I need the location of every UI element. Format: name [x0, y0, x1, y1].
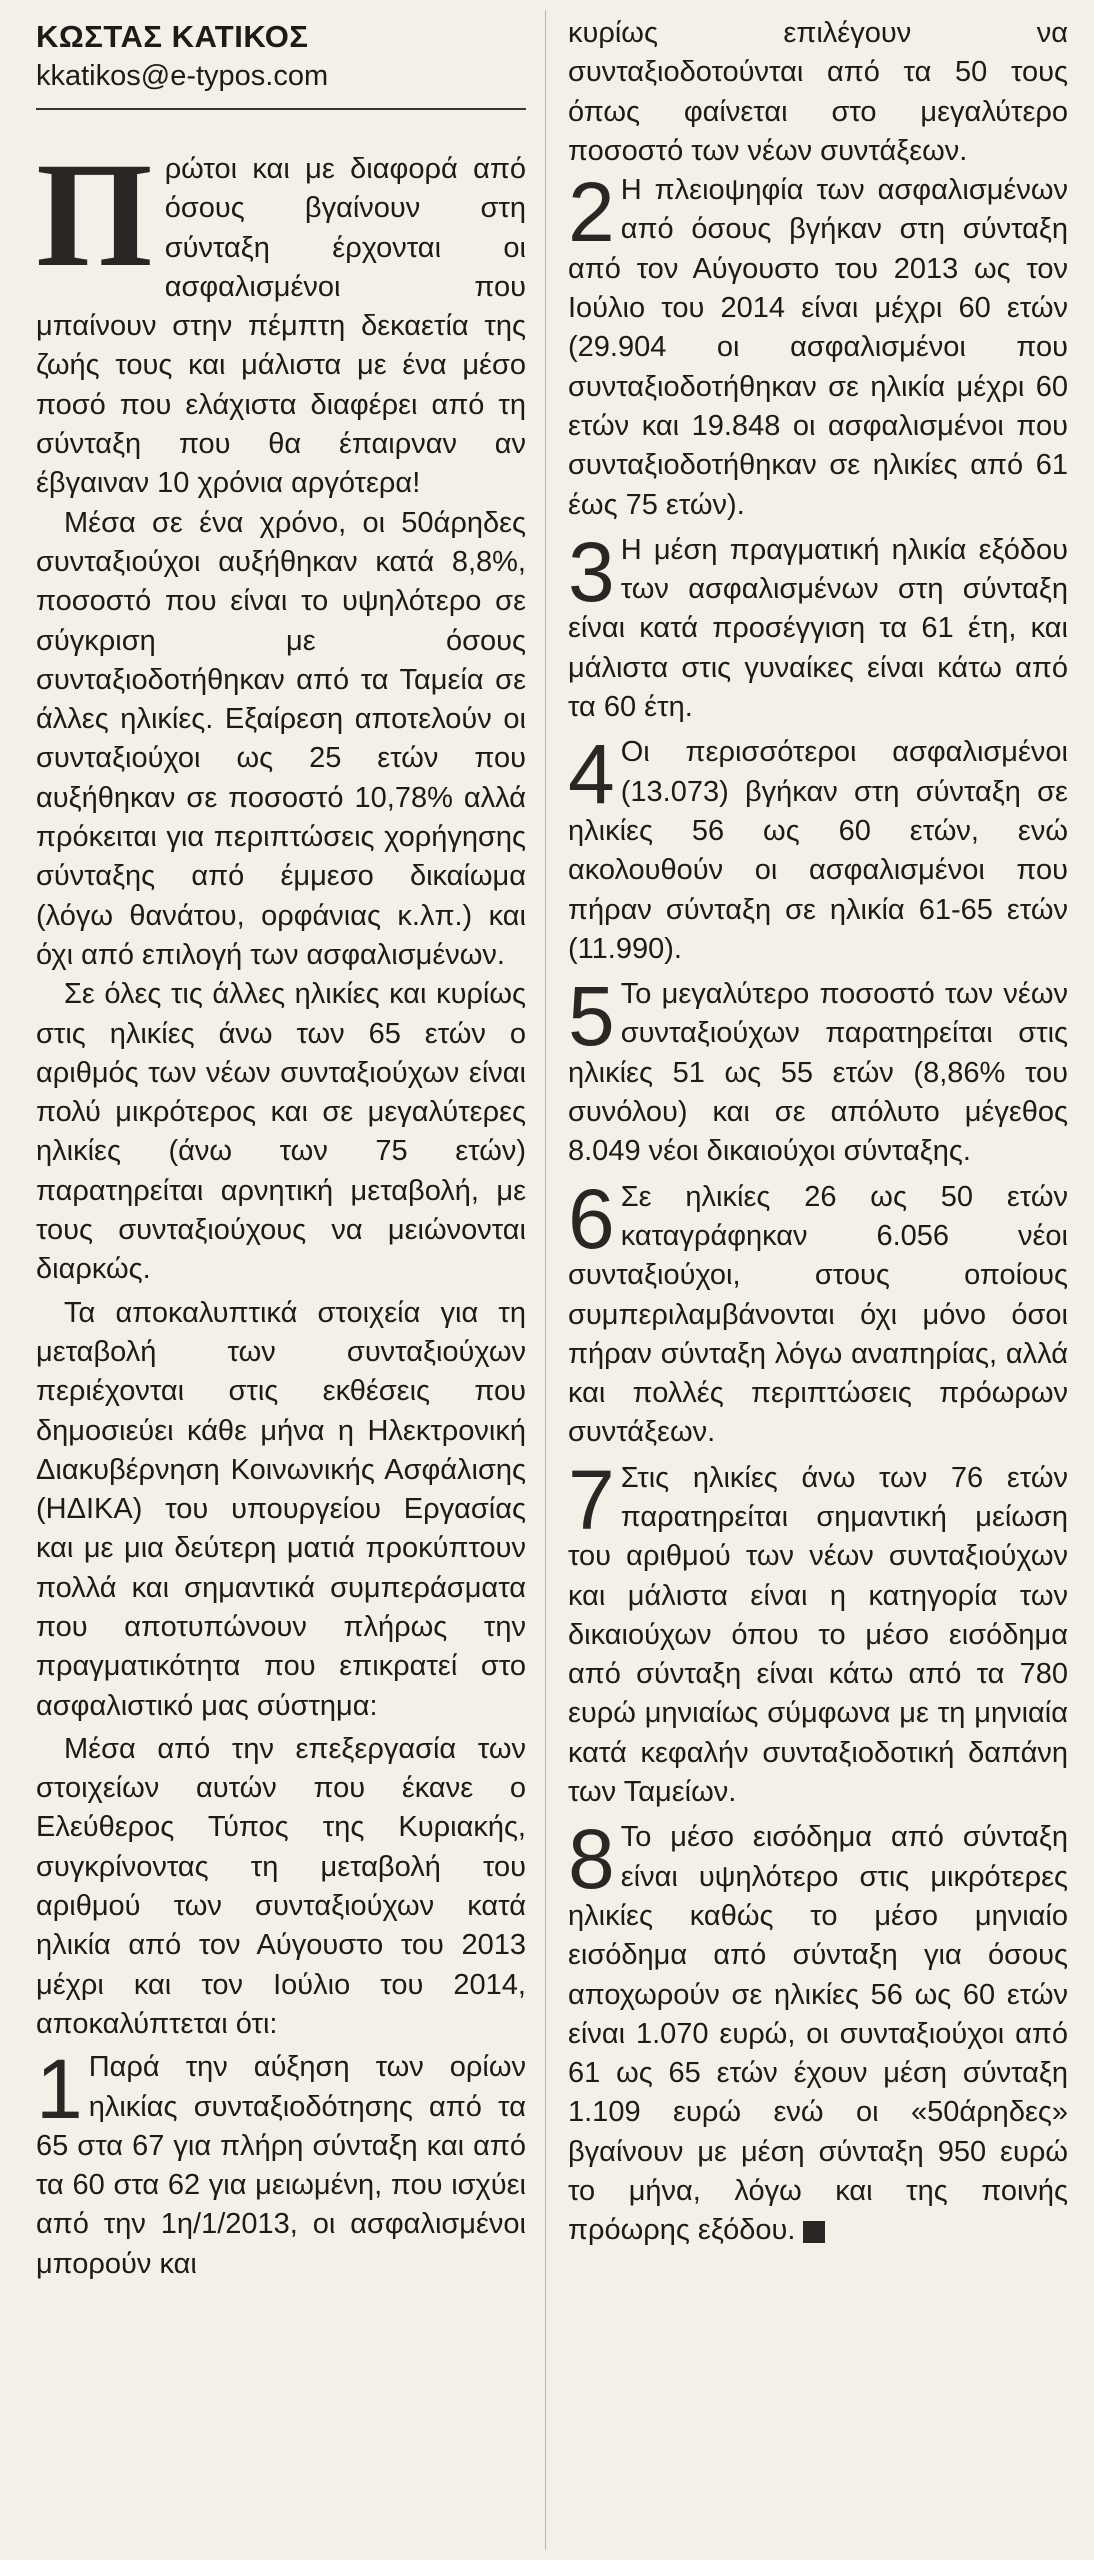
- item-number: 6: [568, 1177, 615, 1266]
- item-number: 1: [36, 2048, 83, 2137]
- list-item-7: [568, 1459, 1068, 1813]
- author-email: kkatikos@e-typos.com: [36, 60, 329, 92]
- item-8-text: Το μέσο εισόδημα από σύνταξη είναι υψηλότερο στις μικρότερες ηλικίες καθώς το μέσο μηνιαίο εισόδημα από σύνταξη για όσους αποχωρούν σε ηλικίες 56 ως 60 ετών είναι 1.070 ευρώ, οι συνταξιούχοι από 61 ως 65 ετών έχουν μέση σύνταξη 1.109 ευρώ ενώ οι «50άρηδες» βγαίνουν με μέση σύνταξη 950 ευρώ το μήνα, λόγω και της ποινής πρόωρης εξόδου.: [568, 1821, 1068, 2247]
- body-paragraph: Μέσα σε ένα χρόνο, οι 50άρηδες συνταξιούχοι αυξήθηκαν κατά 8,8%, ποσοστό που είναι το υψηλότερο σε σύγκριση με όσους συνταξιοδοτήθηκαν από τα Ταμεία σε άλλες ηλικίες. Εξαίρεση αποτελούν οι συνταξιούχοι ως 25 ετών που αυξήθηκαν σε ποσοστό 10,78% αλλά πρόκειται για περιπτώσεις χορήγησης σύνταξης από έμμεσο δικαίωμα (λόγω θανάτου, ορφάνιας κ.λπ.) και όχι από επιλογή των ασφαλισμένων.: [36, 506, 526, 971]
- list-item-4: [568, 733, 1068, 969]
- item-number: 4: [568, 733, 615, 822]
- item-number: 5: [568, 975, 615, 1064]
- right-column: [568, 14, 1068, 2257]
- item-text: Το μεγαλύτερο ποσοστό των νέων συνταξιούχων παρατηρείται στις ηλικίες 51 ως 55 ετών (8,86% του συνόλου) και σε απόλυτο μέγεθος 8.049 νέοι δικαιούχοι σύνταξης.: [568, 978, 1068, 1168]
- drop-cap: Π: [36, 132, 153, 298]
- author-name: ΚΩΣΤΑΣ ΚΑΤΙΚΟΣ: [36, 19, 309, 54]
- item-number: 3: [568, 530, 615, 619]
- body-paragraph: Σε όλες τις άλλες ηλικίες και κυρίως στις ηλικίες άνω των 65 ετών ο αριθμός των νέων συνταξιούχων είναι πολύ μικρότερος και σε μεγαλύτερες ηλικίες (άνω των 75 ετών) παρατηρείται αρνητική μεταβολή, με τους συνταξιούχους να μειώνονται διαρκώς.: [36, 978, 526, 1286]
- list-item-1: [36, 2048, 526, 2284]
- intro-text: ρώτοι και με διαφορά από όσους βγαίνουν στη σύνταξη έρχονται οι ασφαλισμένοι που μπαίνουν στην πέμπτη δεκαετία της ζωής τους και μάλιστα με ένα μέσο ποσό που ελάχιστα διαφέρει από τη σύνταξη που θα έπαιρναν αν έβγαιναν 10 χρόνια αργότερα!: [36, 153, 526, 500]
- end-of-article-square-icon: [803, 2221, 825, 2243]
- intro-paragraph: [36, 132, 526, 504]
- item-text: Η πλειοψηφία των ασφαλισμένων από όσους βγήκαν στη σύνταξη από τον Αύγουστο του 2013 ως τον Ιούλιο του 2014 είναι μέχρι 60 ετών (29.904 οι ασφαλισμένοι που συνταξιοδοτήθηκαν σε ηλικία μέχρι 60 ετών και 19.848 οι ασφαλισμένοι που συνταξιοδοτήθηκαν σε ηλικίες από 61 έως 75 ετών).: [568, 174, 1068, 521]
- item-number: 7: [568, 1458, 615, 1547]
- item-number: 8: [568, 1818, 615, 1907]
- item-text: Η μέση πραγματική ηλικία εξόδου των ασφαλισμένων στη σύνταξη είναι κατά προσέγγιση τα 61 έτη, και μάλιστα στις γυναίκες είναι κάτω από τα 60 έτη.: [568, 533, 1068, 724]
- item-1-continuation: κυρίως επιλέγουν να συνταξιοδοτούνται από τα 50 τους όπως φαίνεται στο μεγαλύτερο ποσοστό των νέων συντάξεων.: [568, 17, 1068, 167]
- item-text: Παρά την αύξηση των ορίων ηλικίας συνταξιοδότησης από τα 65 στα 67 για πλήρη σύνταξη και από τα 60 στα 62 για μειωμένη, που ισχύει από την 1η/1/2013, οι ασφαλισμένοι μπορούν και: [36, 2051, 526, 2280]
- column-divider: [545, 10, 546, 2550]
- item-text: Οι περισσότεροι ασφαλισμένοι (13.073) βγήκαν στη σύνταξη σε ηλικίες 56 ως 60 ετών, ενώ ακολουθούν οι ασφαλισμένοι που πήραν σύνταξη σε ηλικία 61-65 ετών (11.990).: [568, 736, 1068, 965]
- list-item-2: [568, 171, 1068, 525]
- item-text: Σε ηλικίες 26 ως 50 ετών καταγράφηκαν 6.056 νέοι συνταξιούχοι, στους οποίους συμπεριλαμβάνονται όχι μόνο όσοι πήραν σύνταξη λόγω αναπηρίας, αλλά και πολλές περιπτώσεις πρόωρων συντάξεων.: [568, 1180, 1068, 1449]
- list-item-6: [568, 1178, 1068, 1453]
- body-paragraph: Τα αποκαλυπτικά στοιχεία για τη μεταβολή των συνταξιούχων περιέχονται στις εκθέσεις που δημοσιεύει κάθε μήνα η Ηλεκτρονική Διακυβέρνηση Κοινωνικής Ασφάλισης (ΗΔΙΚΑ) του υπουργείου Εργασίας και με μια δεύτερη ματιά προκύπτουν πολλά και σημαντικά συμπεράσματα που αποτυπώνουν πλήρως την πραγματικότητα που επικρατεί στο ασφαλιστικό μας σύστημα:: [36, 1296, 526, 1722]
- item-text: [568, 1818, 1068, 2250]
- left-column: [36, 18, 526, 2290]
- list-item-3: [568, 531, 1068, 727]
- list-item-5: [568, 975, 1068, 1171]
- byline-divider: [36, 108, 526, 110]
- item-text: Στις ηλικίες άνω των 76 ετών παρατηρείται σημαντική μείωση του αριθμού των νέων συνταξιούχων και μάλιστα είναι η κατηγορία των δικαιούχων όπου το μέσο εισόδημα από σύνταξη είναι κάτω από τα 780 ευρώ μηνιαίως σύμφωνα με τη μηνιαία κατά κεφαλήν συνταξιοδοτική δαπάνη των Ταμείων.: [568, 1461, 1068, 1809]
- body-paragraph: Μέσα από την επεξεργασία των στοιχείων αυτών που έκανε ο Ελεύθερος Τύπος της Κυριακής, συγκρίνοντας τη μεταβολή του αριθμού των συνταξιούχων κατά ηλικία από τον Αύγουστο του 2013 μέχρι και τον Ιούλιο του 2014, αποκαλύπτεται ότι:: [36, 1732, 526, 2040]
- list-item-8: [568, 1818, 1068, 2250]
- item-number: 2: [568, 171, 615, 260]
